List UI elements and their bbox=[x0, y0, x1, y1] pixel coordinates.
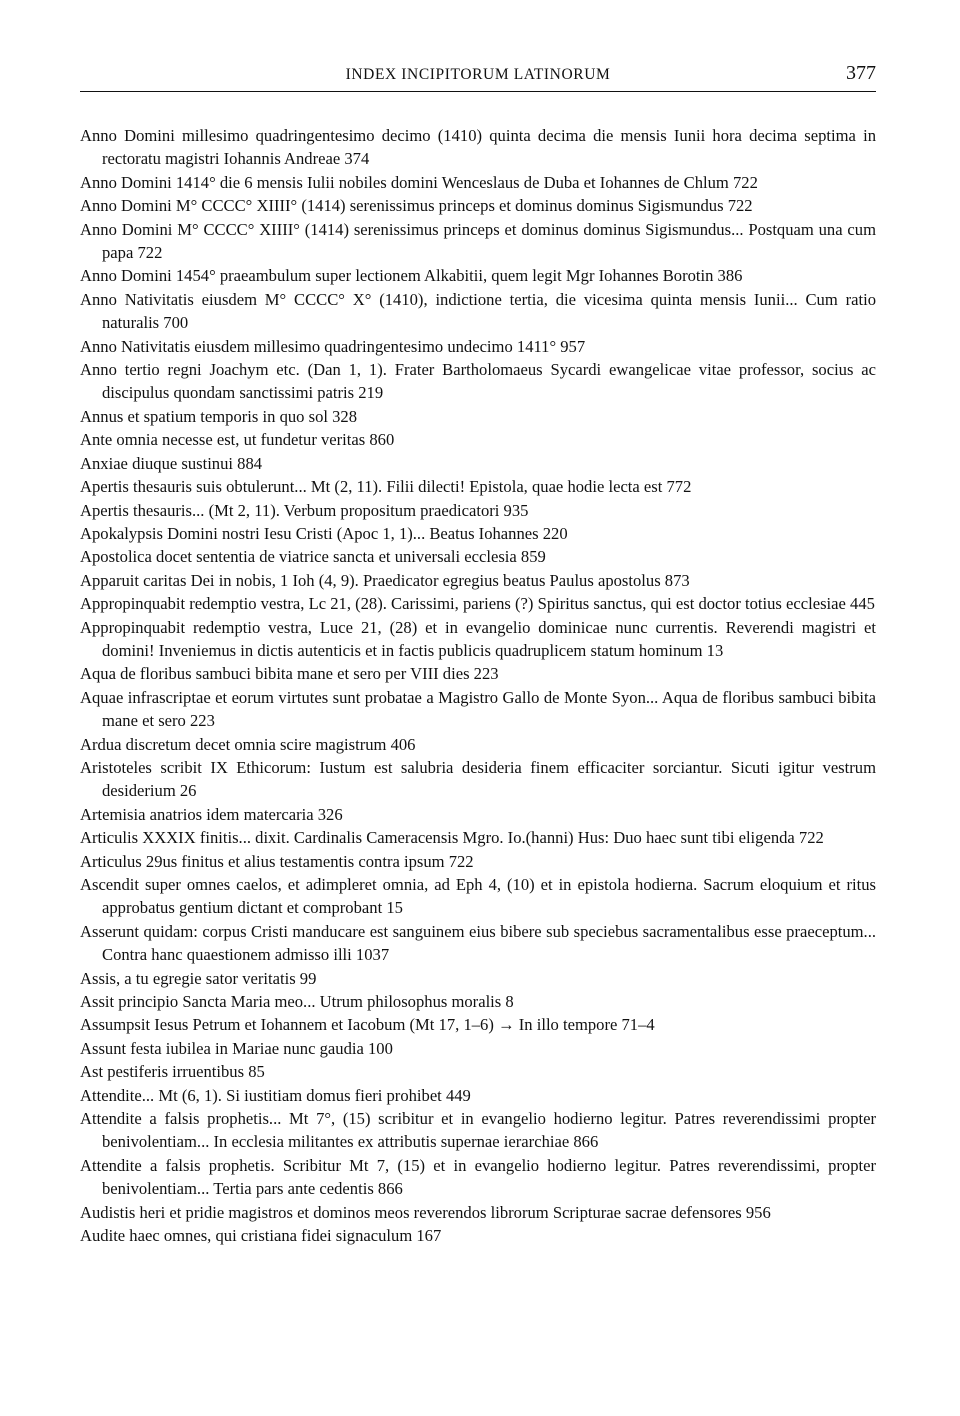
index-entry: Anno Domini M° CCCC° XIIII° (1414) serenissimus princeps et dominus dominus Sigismundus 722 bbox=[80, 196, 753, 216]
index-entry: Articulis XXXIX finitis... dixit. Cardinalis Cameracensis Mgro. Io.(hanni) Hus: Duo haec sunt tibi eligenda 722 bbox=[80, 828, 824, 848]
index-entry: Anno tertio regni Joachym etc. (Dan 1, 1). Frater Bartholomaeus Sycardi ewangelicae vitae professor, socius ac discipulus quondam sanctissimi patris 219 bbox=[80, 360, 876, 403]
index-entry: Apokalypsis Domini nostri Iesu Cristi (Apoc 1, 1)... Beatus Iohannes 220 bbox=[80, 523, 568, 543]
index-entry: Assit principio Sancta Maria meo... Utrum philosophus moralis 8 bbox=[80, 992, 514, 1012]
index-entry: Attendite a falsis prophetis. Scribitur Mt 7, (15) et in evangelio hodierno legitur. Patres reverendissimi, propter benivolentiam... Tertia pars ante cedentis 866 bbox=[80, 1155, 876, 1199]
index-entry: Appropinquabit redemptio vestra, Luce 21, (28) et in evangelio dominicae nunc currentis. Reverendi magistri et domini! Inveniemus in dictis autenticis et in factis publicis quadruplicem statum hominum 13 bbox=[80, 617, 876, 660]
index-entry: Ardua discretum decet omnia scire magistrum 406 bbox=[80, 734, 416, 754]
index-entry: Assis, a tu egregie sator veritatis 99 bbox=[80, 968, 317, 988]
index-entry: Apparuit caritas Dei in nobis, 1 Ioh (4, 9). Praedicator egregius beatus Paulus apostolus 873 bbox=[80, 570, 690, 590]
index-entry: Appropinquabit redemptio vestra, Lc 21, (28). Carissimi, pariens (?) Spiritus sanctus, qui est doctor totius ecclesiae 445 bbox=[80, 594, 875, 614]
index-entry: Articulus 29us finitus et alius testamentis contra ipsum 722 bbox=[80, 851, 474, 871]
index-entries bbox=[80, 124, 876, 1248]
index-entry: Aquae infrascriptae et eorum virtutes sunt probatae a Magistro Gallo de Monte Syon... Aqua de floribus sambuci bibita mane et sero 223 bbox=[80, 687, 876, 731]
index-entry: Anno Domini 1414° die 6 mensis Iulii nobiles domini Wenceslaus de Duba et Iohannes de Chlum 722 bbox=[80, 172, 758, 192]
index-entry: Assumpsit Iesus Petrum et Iohannem et Iacobum (Mt 17, 1–6) → In illo tempore 71–4 bbox=[80, 1015, 655, 1035]
index-entry: Audistis heri et pridie magistros et dominos meos reverendos librorum Scripturae sacrae defensores 956 bbox=[80, 1202, 771, 1222]
index-entry: Annus et spatium temporis in quo sol 328 bbox=[80, 406, 358, 426]
page-header bbox=[80, 64, 876, 92]
page-number: 377 bbox=[846, 62, 876, 84]
index-entry: Ast pestiferis irruentibus 85 bbox=[80, 1062, 265, 1082]
index-entry: Audite haec omnes, qui cristiana fidei signaculum 167 bbox=[80, 1226, 442, 1246]
index-entry: Anno Nativitatis eiusdem M° CCCC° X° (1410), indictione tertia, die vicesima quinta mensis Iunii... Cum ratio naturalis 700 bbox=[80, 289, 876, 333]
index-entry: Assunt festa iubilea in Mariae nunc gaudia 100 bbox=[80, 1038, 393, 1058]
index-entry: Apostolica docet sententia de viatrice sancta et universali ecclesia 859 bbox=[80, 547, 546, 567]
index-entry: Apertis thesauris... (Mt 2, 11). Verbum propositum praedicatori 935 bbox=[80, 500, 529, 520]
index-entry: Attendite a falsis prophetis... Mt 7°, (15) scribitur et in evangelio hodierno legitur. Patres reverendissimi propter benivolentiam... In ecclesia militantes ex attributis supernae ierarchiae 866 bbox=[80, 1109, 876, 1152]
index-entry: Artemisia anatrios idem matercaria 326 bbox=[80, 804, 343, 824]
running-title: INDEX INCIPITORUM LATINORUM bbox=[345, 66, 611, 83]
index-entry: Anxiae diuque sustinui 884 bbox=[80, 453, 263, 473]
index-entry: Asserunt quidam: corpus Cristi manducare est sanguinem eius bibere sub speciebus sacramentalibus esse praeceptum... Contra hanc quaestionem admisso illi 1037 bbox=[80, 921, 876, 965]
index-entry: Anno Domini M° CCCC° XIIII° (1414) serenissimus princeps et dominus dominus Sigismundus... Postquam una cum papa 722 bbox=[80, 219, 876, 263]
index-entry: Ante omnia necesse est, ut fundetur veritas 860 bbox=[80, 430, 395, 450]
index-entry: Attendite... Mt (6, 1). Si iustitiam domus fieri prohibet 449 bbox=[80, 1085, 471, 1105]
index-entry: Ascendit super omnes caelos, et adimpleret omnia, ad Eph 4, (10) et in epistola hodierna. Sacrum eloquium et ritus approbatus gentium dictant et comprobant 15 bbox=[80, 875, 876, 918]
index-entry: Anno Nativitatis eiusdem millesimo quadringentesimo undecimo 1411° 957 bbox=[80, 336, 586, 356]
index-entry: Anno Domini 1454° praeambulum super lectionem Alkabitii, quem legit Mgr Iohannes Borotin 386 bbox=[80, 266, 743, 286]
index-entry: Anno Domini millesimo quadringentesimo decimo (1410) quinta decima die mensis Iunii hora decima septima in rectoratu magistri Iohannis Andreae 374 bbox=[80, 126, 876, 169]
index-entry: Aqua de floribus sambuci bibita mane et sero per VIII dies 223 bbox=[80, 664, 499, 684]
index-entry: Aristoteles scribit IX Ethicorum: Iustum est salubria desideria finem efficaciter sorciantur. Sicuti igitur vestrum desiderium 26 bbox=[80, 757, 876, 801]
index-entry: Apertis thesauris suis obtulerunt... Mt (2, 11). Filii dilecti! Epistola, quae hodie lecta est 772 bbox=[80, 477, 692, 497]
header-rule bbox=[80, 91, 876, 92]
